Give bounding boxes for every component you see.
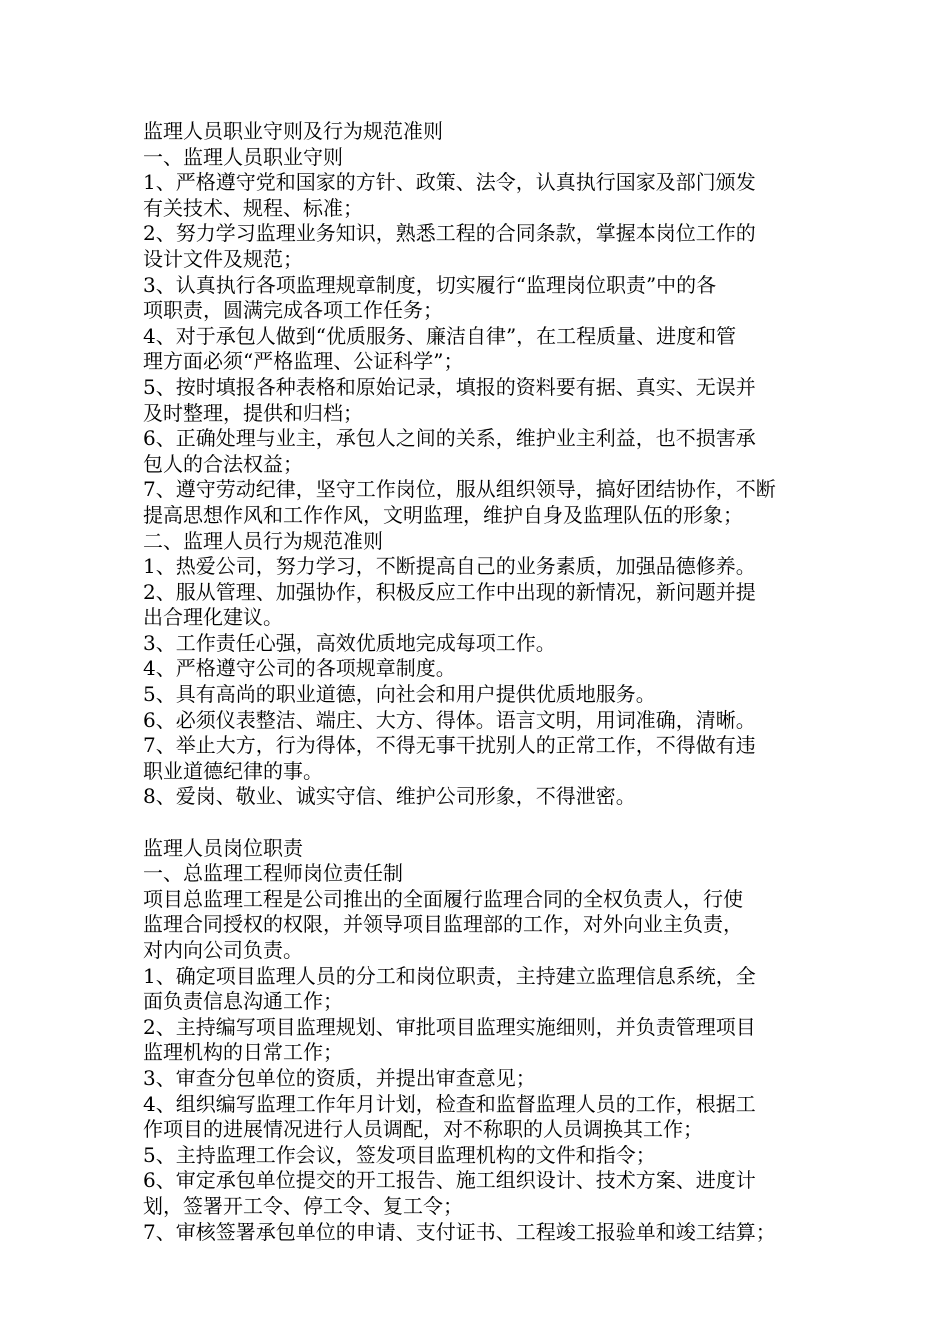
text-line: 作项目的进展情况进行人员调配，对不称职的人员调换其工作； [143, 1117, 703, 1142]
text-line: 对内向公司负责。 [143, 938, 303, 962]
text-line: 划，签署开工令、停工令、复工令； [143, 1193, 463, 1218]
text-line: 理方面必须“严格监理、公证科学”； [143, 349, 464, 374]
text-line: 5、按时填报各种表格和原始记录，填报的资料要有据、真实、无误并 [143, 374, 756, 399]
text-line: 项职责，圆满完成各项工作任务； [143, 298, 443, 323]
text-line: 4、严格遵守公司的各项规章制度。 [143, 656, 456, 681]
text-line: 6、审定承包单位提交的开工报告、施工组织设计、技术方案、进度计 [143, 1168, 756, 1193]
text-line: 8、爱岗、敬业、诚实守信、维护公司形象，不得泄密。 [143, 784, 636, 809]
text-line: 2、努力学习监理业务知识，熟悉工程的合同条款，掌握本岗位工作的 [143, 221, 756, 246]
text-line: 7、遵守劳动纪律，坚守工作岗位，服从组织领导，搞好团结协作，不断 [143, 477, 776, 502]
text-line: 项目总监理工程是公司推出的全面履行监理合同的全权负责人，行使 [143, 886, 743, 911]
text-line: 面负责信息沟通工作； [143, 989, 343, 1014]
text-line: 2、服从管理、加强协作，积极反应工作中出现的新情况，新问题并提 [143, 579, 756, 604]
text-line: 及时整理，提供和归档； [143, 400, 363, 425]
blank-line [143, 810, 815, 836]
text-line: 一、监理人员职业守则 [143, 144, 343, 169]
text-line: 5、具有高尚的职业道德，向社会和用户提供优质地服务。 [143, 682, 656, 707]
code-of-conduct-section [143, 145, 815, 810]
text-line: 2、主持编写项目监理规划、审批项目监理实施细则，并负责管理项目 [143, 1014, 756, 1039]
text-line: 1、确定项目监理人员的分工和岗位职责，主持建立监理信息系统，全 [143, 963, 756, 988]
text-line: 7、审核签署承包单位的申请、支付证书、工程竣工报验单和竣工结算； [143, 1219, 776, 1244]
text-line: 有关技术、规程、标准； [143, 195, 363, 220]
text-line: 提高思想作风和工作作风，文明监理，维护自身及监理队伍的形象； [143, 502, 743, 527]
text-line: 5、主持监理工作会议，签发项目监理机构的文件和指令； [143, 1142, 656, 1167]
text-line: 职业道德纪律的事。 [143, 758, 323, 783]
document-title: 监理人员职业守则及行为规范准则 [143, 119, 443, 143]
text-line: 3、审查分包单位的资质，并提出审查意见； [143, 1065, 536, 1090]
text-line: 监理合同授权的权限，并领导项目监理部的工作，对外向业主负责， [143, 912, 743, 937]
document-page [143, 119, 815, 1245]
text-line: 4、对于承包人做到“优质服务、廉洁自律”，在工程质量、进度和管 [143, 323, 737, 348]
text-line: 出合理化建议。 [143, 605, 283, 630]
text-line: 7、举止大方，行为得体，不得无事干扰别人的正常工作，不得做有违 [143, 733, 756, 758]
text-line: 4、组织编写监理工作年月计划，检查和监督监理人员的工作，根据工 [143, 1091, 756, 1116]
text-line: 6、正确处理与业主，承包人之间的关系，维护业主利益，也不损害承 [143, 426, 756, 451]
text-line: 1、热爱公司，努力学习，不断提高自己的业务素质，加强品德修养。 [143, 554, 756, 579]
text-line: 监理机构的日常工作； [143, 1040, 343, 1065]
text-line: 6、必须仪表整洁、端庄、大方、得体。语言文明，用词准确，清晰。 [143, 707, 756, 732]
text-line: 3、工作责任心强，高效优质地完成每项工作。 [143, 630, 556, 655]
text-line: 二、监理人员行为规范准则 [143, 528, 383, 553]
text-line: 3、认真执行各项监理规章制度，切实履行“监理岗位职责”中的各 [143, 272, 717, 297]
section-title: 监理人员岗位职责 [143, 835, 303, 860]
text-line: 设计文件及规范； [143, 246, 303, 271]
text-line: 一、总监理工程师岗位责任制 [143, 861, 403, 886]
text-line: 包人的合法权益； [143, 451, 303, 476]
job-responsibilities-section [143, 861, 815, 1245]
text-line: 1、严格遵守党和国家的方针、政策、法令，认真执行国家及部门颁发 [143, 170, 756, 195]
